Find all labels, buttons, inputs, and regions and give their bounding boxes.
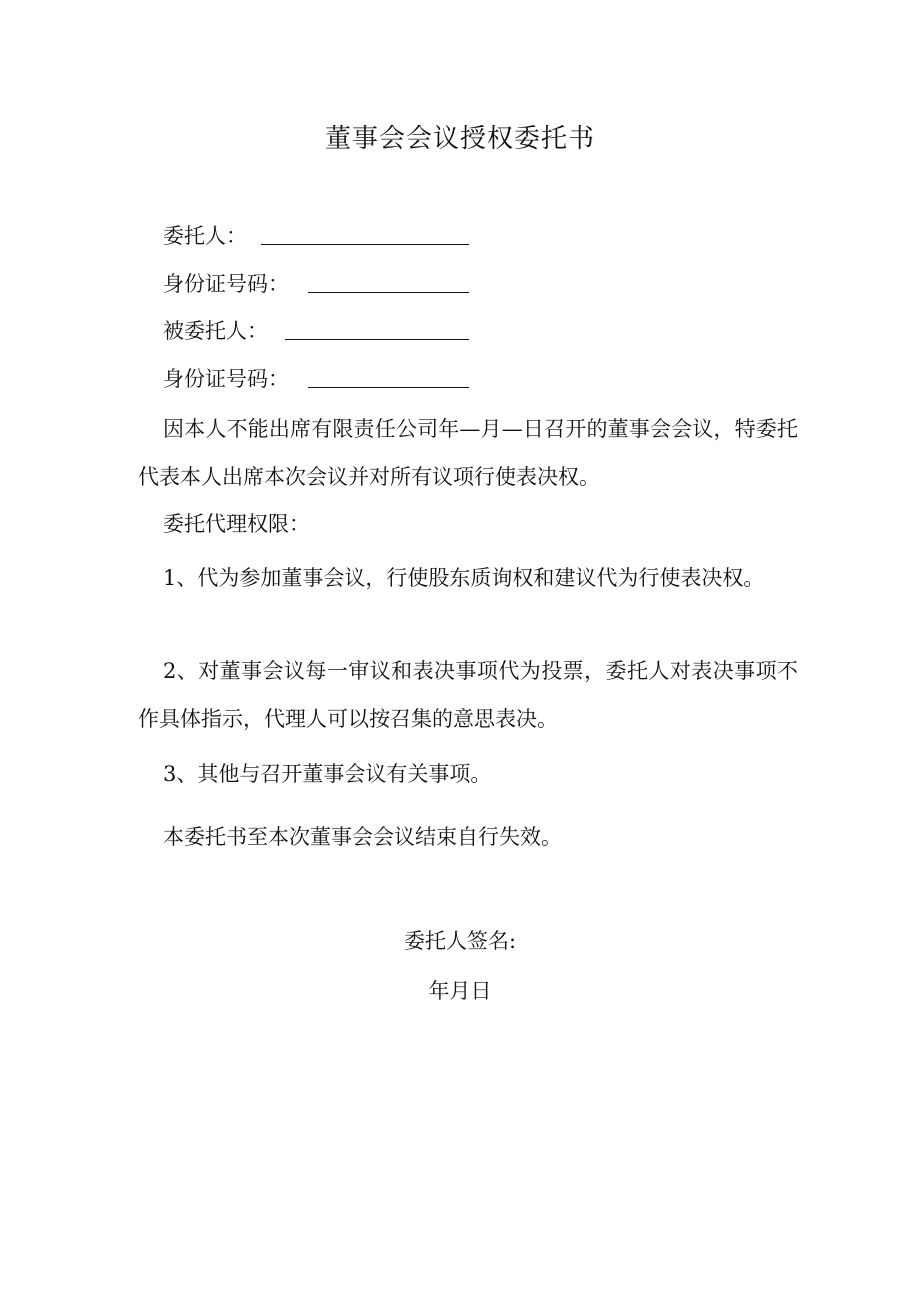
validity-statement: 本委托书至本次董事会会议结束自行失效。 — [163, 825, 562, 849]
signature-label: 委托人签名: — [403, 929, 517, 953]
date-label: 年月日 — [428, 979, 492, 1003]
field-agent-blank[interactable] — [285, 339, 469, 340]
document-title: 董事会会议授权委托书 — [324, 124, 595, 154]
scope-item-1: 1、代为参加董事会议，行使股东质询权和建议代为行使表决权。 — [163, 566, 765, 590]
field-principal-label: 委托人： — [163, 224, 247, 248]
field-principal-blank[interactable] — [261, 244, 469, 245]
field-agent-label: 被委托人： — [163, 319, 268, 343]
field-principal-id-blank[interactable] — [308, 292, 469, 293]
field-agent-id-blank[interactable] — [308, 387, 469, 388]
scope-heading: 委托代理权限： — [163, 512, 310, 536]
scope-item-2: 2、对董事会议每一审议和表决事项代为投票，委托人对表决事项不作具体指示，代理人可以按召集的意思表决。 — [138, 659, 798, 731]
scope-item-3: 3、其他与召开董事会议有关事项。 — [163, 762, 492, 786]
field-agent-id-label: 身份证号码： — [163, 367, 289, 391]
field-principal-id-label: 身份证号码： — [163, 272, 289, 296]
intro-paragraph: 因本人不能出席有限责任公司年—月—日召开的董事会会议，特委托代表本人出席本次会议并对所有议项行使表决权。 — [138, 417, 798, 489]
